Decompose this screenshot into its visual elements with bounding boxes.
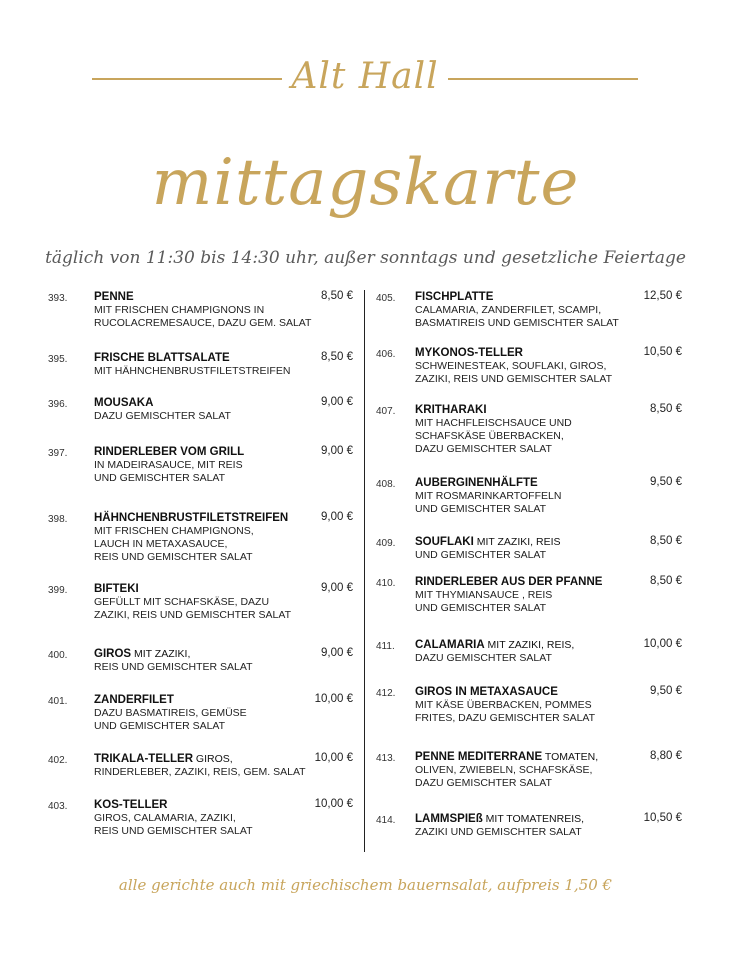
menu-item-name [94, 752, 233, 766]
menu-item-name-text: FRISCHE BLATTSALATE [94, 352, 230, 364]
menu-item-name-text: KOS-TELLER [94, 799, 168, 811]
menu-item-price: 9,50 € [650, 476, 682, 488]
menu-item-price: 10,50 € [643, 346, 682, 358]
menu-item-name-text: LAMMSPIEß [415, 813, 483, 825]
menu-item-price: 8,80 € [650, 750, 682, 762]
menu-item-number: 400. [48, 650, 68, 661]
menu-item-name [94, 798, 167, 812]
menu-item-description: REIS UND GEMISCHTER SALAT [94, 661, 253, 673]
menu-item-name [94, 445, 244, 459]
menu-item-name [415, 403, 487, 417]
menu-item-name-text: FISCHPLATTE [415, 291, 494, 303]
menu-item-price: 9,00 € [321, 445, 353, 457]
menu-item-price: 8,50 € [650, 535, 682, 547]
menu-item-name-text: TRIKALA-TELLER [94, 753, 194, 765]
menu-item-price: 8,50 € [650, 575, 682, 587]
menu-item-name [94, 290, 134, 304]
menu-item-name-text: PENNE [94, 291, 134, 303]
menu-item-name-text: SOUFLAKI [415, 536, 474, 548]
menu-item-number: 407. [376, 406, 396, 417]
menu-item-price: 9,00 € [321, 511, 353, 523]
menu-item-description: MIT FRISCHEN CHAMPIGNONS, LAUCH IN METAXASAUCE, REIS UND GEMISCHTER SALAT [94, 525, 254, 563]
brand-divider-right [448, 78, 638, 80]
menu-item-number: 408. [376, 479, 396, 490]
menu-item-price: 9,00 € [321, 582, 353, 594]
menu-item-name-extra: TOMATEN, [542, 751, 599, 763]
menu-item-number: 405. [376, 293, 396, 304]
menu-item-name-extra: MIT ZAZIKI, [131, 648, 191, 660]
menu-item-name [415, 535, 561, 549]
menu-item-number: 395. [48, 354, 68, 365]
menu-item-price: 12,50 € [643, 290, 682, 302]
menu-item-description: MIT FRISCHEN CHAMPIGNONS IN RUCOLACREMESAUCE, DAZU GEM. SALAT [94, 304, 312, 329]
menu-item-number: 401. [48, 696, 68, 707]
menu-item-description: CALAMARIA, ZANDERFILET, SCAMPI, BASMATIREIS UND GEMISCHTER SALAT [415, 304, 619, 329]
menu-item-description: MIT HACHFLEISCHSAUCE UND SCHAFSKÄSE ÜBERBACKEN, DAZU GEMISCHTER SALAT [415, 417, 572, 455]
menu-item-number: 411. [376, 641, 395, 652]
menu-item-number: 403. [48, 801, 68, 812]
menu-item-name-text: GIROS IN METAXASAUCE [415, 686, 558, 698]
menu-item-price: 10,00 € [643, 638, 682, 650]
menu-item-description: GIROS, CALAMARIA, ZAZIKI, REIS UND GEMISCHTER SALAT [94, 812, 253, 837]
menu-item-name-text: HÄHNCHENBRUSTFILETSTREIFEN [94, 512, 289, 524]
menu-item-description: DAZU GEMISCHTER SALAT [415, 652, 552, 664]
menu-item-number: 409. [376, 538, 396, 549]
menu-item-number: 402. [48, 755, 68, 766]
menu-item-name [415, 346, 523, 360]
menu-item-price: 10,00 € [314, 752, 353, 764]
menu-item-name [94, 511, 288, 525]
menu-item-name [415, 638, 574, 652]
menu-item-description: IN MADEIRASAUCE, MIT REIS UND GEMISCHTER SALAT [94, 459, 243, 484]
menu-item-name-extra: MIT ZAZIKI, REIS [473, 536, 561, 548]
menu-item-name [94, 647, 190, 661]
menu-item-price: 8,50 € [650, 403, 682, 415]
menu-item-price: 9,50 € [650, 685, 682, 697]
menu-item-name [415, 290, 493, 304]
menu-item-number: 399. [48, 585, 68, 596]
menu-item-name-text: GIROS [94, 648, 132, 660]
menu-item-name-text: BIFTEKI [94, 583, 139, 595]
menu-item-number: 397. [48, 448, 68, 459]
menu-item-description: UND GEMISCHTER SALAT [415, 549, 547, 561]
menu-item-number: 398. [48, 514, 68, 525]
menu-item-number: 410. [376, 578, 396, 589]
menu-item-number: 406. [376, 349, 396, 360]
menu-title: mittagskarte [151, 146, 580, 220]
menu-item-name-text: MYKONOS-TELLER [415, 347, 523, 359]
menu-item-description: MIT KÄSE ÜBERBACKEN, POMMES FRITES, DAZU GEMISCHTER SALAT [415, 699, 596, 724]
menu-item-description: ZAZIKI UND GEMISCHTER SALAT [415, 826, 582, 838]
menu-item-name [94, 582, 139, 596]
menu-item-name [415, 812, 584, 826]
menu-item-name-text: MOUSAKA [94, 397, 154, 409]
menu-item-description: MIT ROSMARINKARTOFFELN UND GEMISCHTER SALAT [415, 490, 562, 515]
menu-item-name [415, 476, 538, 490]
menu-item-name [94, 693, 174, 707]
menu-item-description: MIT HÄHNCHENBRUSTFILETSTREIFEN [94, 365, 291, 377]
menu-item-description: DAZU BASMATIREIS, GEMÜSE UND GEMISCHTER SALAT [94, 707, 247, 732]
menu-item-description: DAZU GEMISCHTER SALAT [94, 410, 231, 422]
menu-item-price: 9,00 € [321, 396, 353, 408]
menu-item-name-extra: MIT TOMATENREIS, [482, 813, 585, 825]
menu-item-number: 396. [48, 399, 68, 410]
opening-hours: täglich von 11:30 bis 14:30 uhr, außer sonntags und gesetzliche Feiertage [45, 248, 686, 268]
brand-name: Alt Hall [291, 56, 439, 97]
menu-item-name [415, 750, 598, 764]
menu-item-name [415, 575, 602, 589]
menu-item-price: 10,00 € [314, 693, 353, 705]
menu-item-price: 9,00 € [321, 647, 353, 659]
menu-item-name-text: RINDERLEBER VOM GRILL [94, 446, 245, 458]
menu-item-name-text: PENNE MEDITERRANE [415, 751, 543, 763]
menu-item-name-text: AUBERGINENHÄLFTE [415, 477, 538, 489]
menu-item-number: 414. [376, 815, 396, 826]
menu-footer-note: alle gerichte auch mit griechischem bauernsalat, aufpreis 1,50 € [118, 876, 613, 894]
menu-item-name [94, 351, 230, 365]
menu-item-description: OLIVEN, ZWIEBELN, SCHAFSKÄSE, DAZU GEMISCHTER SALAT [415, 764, 593, 789]
menu-item-price: 10,50 € [643, 812, 682, 824]
menu-item-description: MIT THYMIANSAUCE , REIS UND GEMISCHTER SALAT [415, 589, 553, 614]
menu-item-name-extra: MIT ZAZIKI, REIS, [484, 639, 575, 651]
menu-item-price: 8,50 € [321, 290, 353, 302]
menu-item-name-text: CALAMARIA [415, 639, 485, 651]
menu-item-number: 413. [376, 753, 396, 764]
brand-header [92, 56, 638, 100]
menu-item-name [94, 396, 153, 410]
menu-item-name-text: KRITHARAKI [415, 404, 487, 416]
menu-item-name [415, 685, 558, 699]
menu-item-description: SCHWEINESTEAK, SOUFLAKI, GIROS, ZAZIKI, REIS UND GEMISCHTER SALAT [415, 360, 612, 385]
menu-item-number: 412. [376, 688, 396, 699]
menu-item-price: 8,50 € [321, 351, 353, 363]
menu-item-name-text: ZANDERFILET [94, 694, 174, 706]
menu-item-description: RINDERLEBER, ZAZIKI, REIS, GEM. SALAT [94, 766, 306, 778]
menu-item-description: GEFÜLLT MIT SCHAFSKÄSE, DAZU ZAZIKI, REIS UND GEMISCHTER SALAT [94, 596, 291, 621]
menu-item-name-extra: GIROS, [193, 753, 233, 765]
menu-item-number: 393. [48, 293, 68, 304]
column-divider [364, 290, 365, 852]
menu-item-name-text: RINDERLEBER AUS DER PFANNE [415, 576, 603, 588]
menu-item-price: 10,00 € [314, 798, 353, 810]
